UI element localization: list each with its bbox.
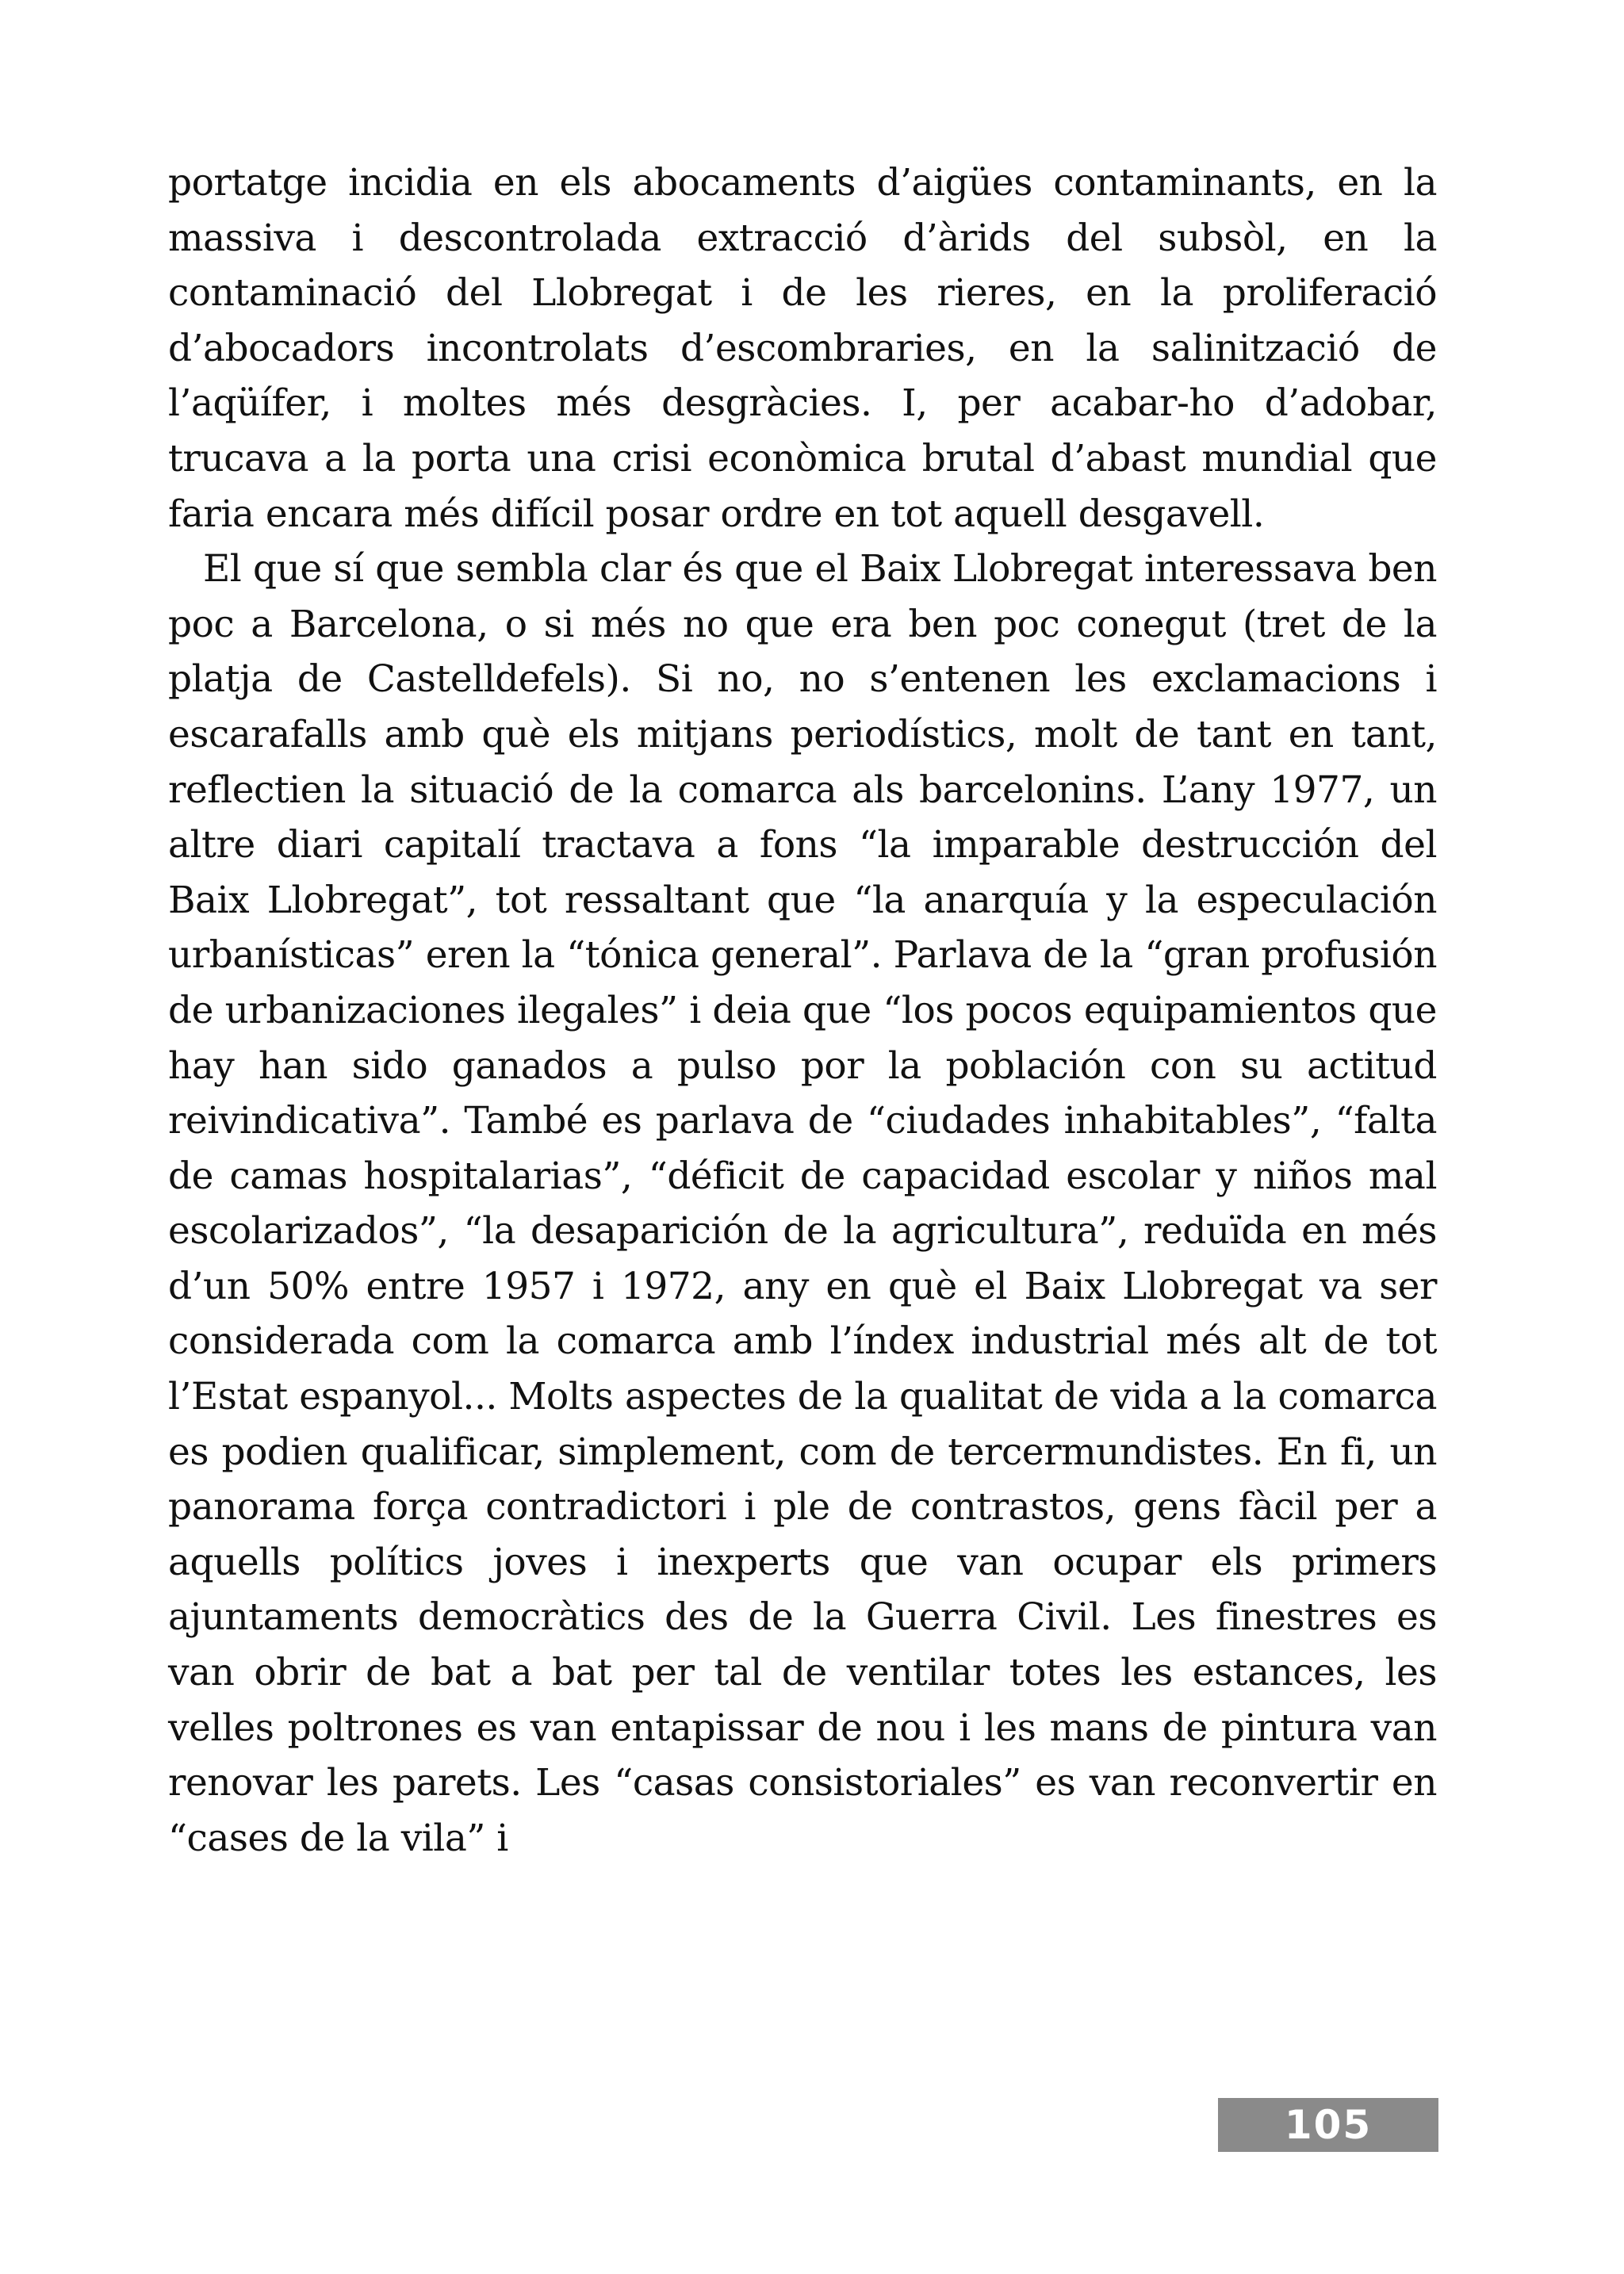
body-text (168, 155, 1437, 1866)
page-number-box (1218, 2098, 1438, 2152)
page-number: 105 (1284, 2102, 1373, 2148)
paragraph-baix-llobregat: El que sí que sembla clar és que el Baix Llobregat interessava ben poc a Barcelona, o si més no que era ben poc conegut (tret de la platja de Castelldefels). Si no, no s’entenen les exclamacions i escarafalls amb què els mitjans periodístics, molt de tant en tant, reflectien la situació de la comarca als barcelonins. L’any 1977, un altre diari capitalí tractava a fons “la imparable destrucción del Baix Llobregat”, tot ressaltant que “la anarquía y la especulación urbanísticas” eren la “tónica general”. Parlava de la “gran profusión de urbanizaciones ilegales” i deia que “los pocos equipamientos que hay han sido ganados a pulso por la población con su actitud reivindicativa”. També es parlava de “ciudades inhabitables”, “falta de camas hospitalarias”, “déficit de capacidad escolar y niños mal escolarizados”, “la desaparición de la agricultura”, reduïda en més d’un 50% entre 1957 i 1972, any en què el Baix Llobregat va ser considerada com la comarca amb l’índex industrial més alt de tot l’Estat espanyol... Molts aspectes de la qualitat de vida a la comarca es podien qualificar, simplement, com de tercermundistes. En fi, un panorama força contradictori i ple de contrastos, gens fàcil per a aquells polítics joves i inexperts que van ocupar els primers ajuntaments democràtics des de la Guerra Civil. Les finestres es van obrir de bat a bat per tal de ventilar totes les estances, les velles poltrones es van entapissar de nou i les mans de pintura van renovar les parets. Les “casas consistoriales” es van reconvertir en “cases de la vila” i (168, 547, 1437, 1860)
paragraph-continued: portatge incidia en els abocaments d’aigües contaminants, en la massiva i descontrolada extracció d’àrids del subsòl, en la contaminació del Llobregat i de les rieres, en la proliferació d’abocadors incontrolats d’escombraries, en la salinització de l’aqüífer, i moltes més desgràcies. I, per acabar-ho d’adobar, trucava a la porta una crisi econòmica brutal d’abast mundial que faria encara més difícil posar ordre en tot aquell desgavell. (168, 161, 1437, 536)
